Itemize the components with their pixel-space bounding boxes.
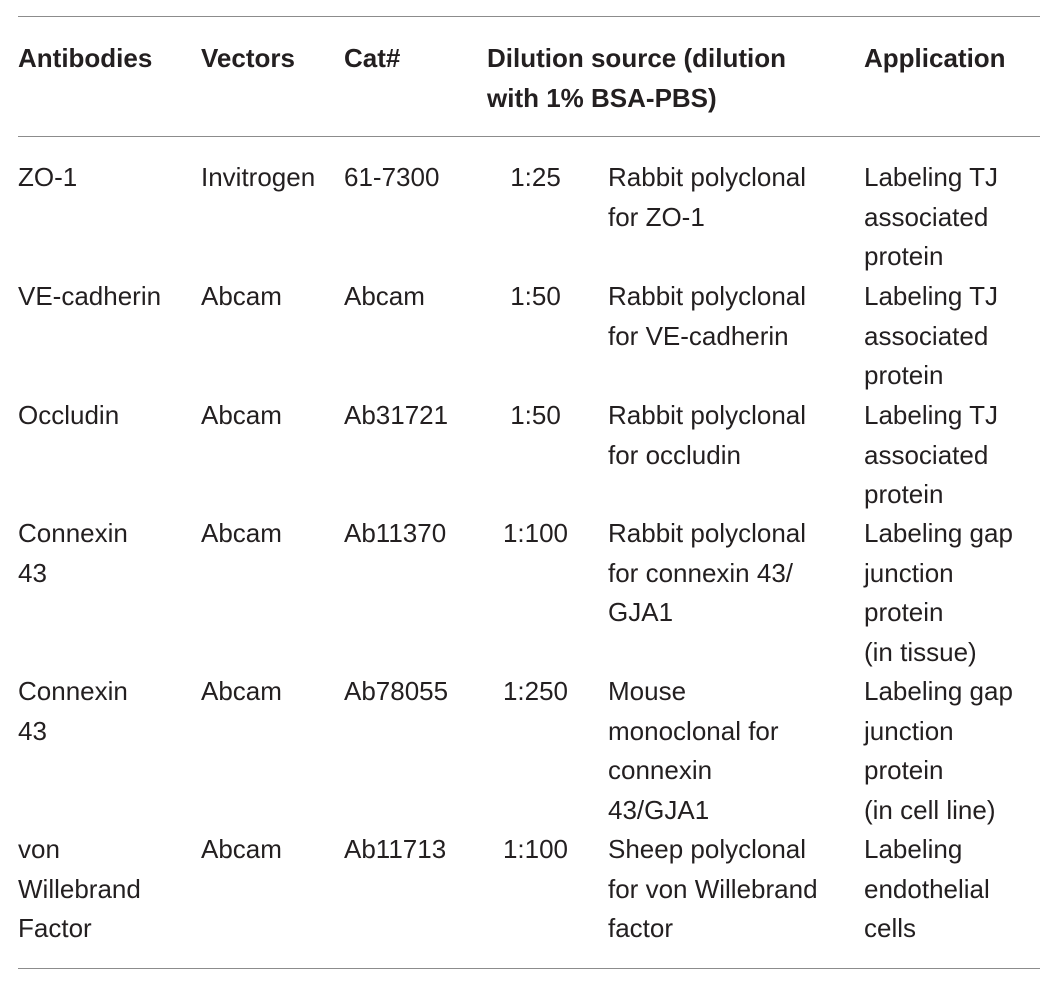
- cell-application-line: Labeling TJ: [864, 162, 998, 192]
- cell-application-line: protein: [864, 597, 944, 627]
- cell-antibody-line: ZO-1: [18, 162, 78, 192]
- cell-application: [864, 158, 998, 277]
- table-top-rule: [18, 16, 1040, 17]
- cell-application-line: endothelial: [864, 873, 990, 904]
- cell-source-line: Rabbit polyclonal: [608, 162, 807, 192]
- cell-application: [864, 514, 1013, 672]
- cell-antibody-line: 43: [18, 715, 47, 746]
- cell-vector: Invitrogen: [201, 162, 316, 192]
- cell-application: [864, 672, 1013, 830]
- cell-application-line: protein: [864, 241, 944, 271]
- cell-source-line: for ZO-1: [608, 201, 705, 232]
- cell-vector: Abcam: [201, 518, 282, 548]
- cell-dilution: 1:50: [510, 400, 561, 430]
- header-dilution-source: [487, 38, 786, 118]
- cell-dilution: 1:25: [510, 162, 561, 192]
- cell-source-line: 43/GJA1: [608, 794, 710, 825]
- cell-source-line: for connexin 43/: [608, 557, 794, 588]
- cell-application-line: protein: [864, 755, 944, 785]
- cell-source-line: connexin: [608, 755, 713, 785]
- header-vectors: Vectors: [201, 43, 295, 73]
- cell-antibody: [18, 672, 128, 751]
- cell-vector: Abcam: [201, 834, 282, 864]
- cell-source: [608, 396, 806, 475]
- cell-dilution: 1:50: [510, 281, 561, 311]
- cell-cat: Ab78055: [344, 676, 449, 706]
- cell-antibody: [18, 514, 128, 593]
- cell-application-line: Labeling: [864, 834, 963, 864]
- cell-application-line: Labeling TJ: [864, 281, 998, 311]
- cell-antibody-line: Factor: [18, 913, 92, 943]
- cell-antibody: [18, 830, 141, 949]
- cell-antibody-line: Connexin: [18, 518, 128, 548]
- cell-source-line: Rabbit polyclonal: [608, 400, 807, 430]
- cell-source: [608, 514, 806, 633]
- cell-dilution: 1:100: [502, 518, 569, 548]
- cell-application-line: (in tissue): [864, 636, 977, 667]
- header-dilution-source-line2: with 1% BSA-PBS): [487, 83, 717, 113]
- cell-antibody: [18, 277, 161, 317]
- cell-source-line: Mouse: [608, 676, 687, 706]
- header-application: Application: [864, 43, 1006, 73]
- cell-application-line: junction: [864, 557, 954, 588]
- cell-antibody-line: 43: [18, 557, 47, 588]
- cell-antibody: [18, 396, 119, 436]
- cell-application-line: associated: [864, 201, 989, 232]
- cell-source: [608, 277, 806, 356]
- cell-application-line: protein: [864, 479, 944, 509]
- cell-source-line: monoclonal for: [608, 715, 779, 746]
- cell-source: [608, 830, 818, 949]
- cell-antibody-line: von: [18, 834, 60, 864]
- cell-source-line: factor: [608, 913, 674, 943]
- cell-cat: Ab31721: [344, 400, 449, 430]
- cell-source-line: for von Willebrand: [608, 873, 818, 904]
- cell-application-line: junction: [864, 715, 954, 746]
- cell-antibody-line: Connexin: [18, 676, 128, 706]
- cell-application-line: associated: [864, 320, 989, 351]
- table-bottom-rule: [18, 968, 1040, 969]
- cell-cat: Ab11713: [344, 834, 447, 864]
- cell-vector: Abcam: [201, 400, 282, 430]
- cell-application: [864, 277, 998, 396]
- cell-application-line: protein: [864, 360, 944, 390]
- table-header-rule: [18, 136, 1040, 137]
- cell-application: [864, 830, 990, 949]
- cell-source-line: Sheep polyclonal: [608, 834, 807, 864]
- cell-application-line: associated: [864, 439, 989, 470]
- cell-antibody: [18, 158, 77, 198]
- cell-antibody-line: VE-cadherin: [18, 281, 162, 311]
- header-antibodies: Antibodies: [18, 43, 153, 73]
- cell-vector: Abcam: [201, 676, 282, 706]
- cell-cat: Abcam: [344, 281, 425, 311]
- cell-source: [608, 672, 779, 830]
- cell-application-line: Labeling TJ: [864, 400, 998, 430]
- cell-cat: Ab11370: [344, 518, 447, 548]
- cell-source-line: for occludin: [608, 439, 741, 470]
- cell-dilution: 1:100: [502, 834, 569, 864]
- cell-application-line: (in cell line): [864, 794, 996, 825]
- cell-dilution: 1:250: [502, 676, 569, 706]
- cell-source: [608, 158, 806, 237]
- header-cat: Cat#: [344, 43, 401, 73]
- cell-source-line: Rabbit polyclonal: [608, 281, 807, 311]
- cell-antibody-line: Willebrand: [18, 873, 141, 904]
- cell-antibody-line: Occludin: [18, 400, 120, 430]
- cell-application-line: cells: [864, 913, 917, 943]
- header-dilution-source-line1: Dilution source (dilution: [487, 43, 786, 73]
- cell-application-line: Labeling gap: [864, 676, 1013, 706]
- cell-vector: Abcam: [201, 281, 282, 311]
- cell-application: [864, 396, 998, 515]
- cell-cat: 61-7300: [344, 162, 440, 192]
- cell-source-line: GJA1: [608, 597, 674, 627]
- cell-source-line: for VE-cadherin: [608, 320, 789, 351]
- cell-source-line: Rabbit polyclonal: [608, 518, 807, 548]
- cell-application-line: Labeling gap: [864, 518, 1013, 548]
